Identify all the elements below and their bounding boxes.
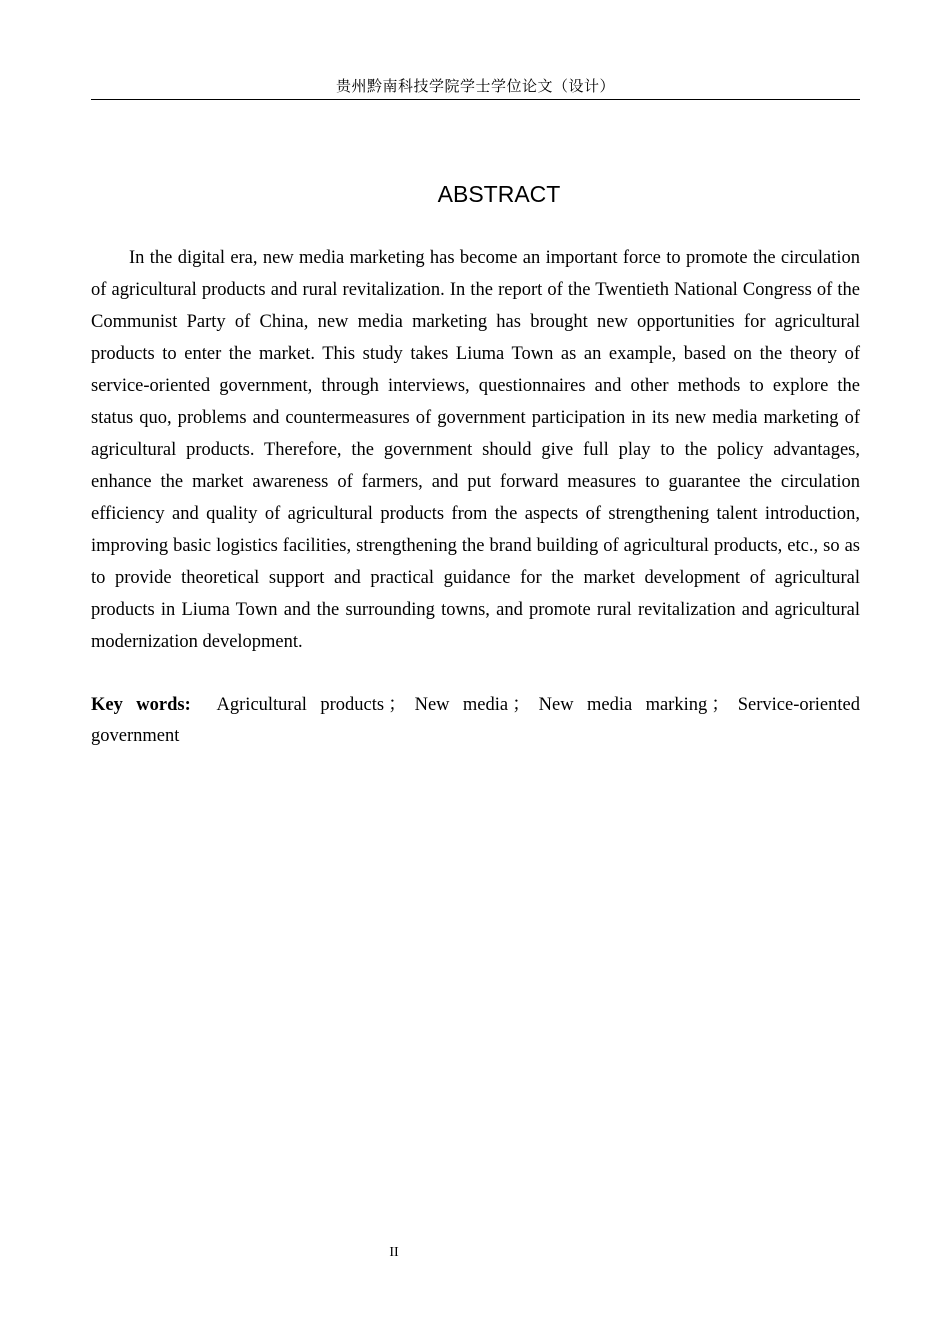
page-number: II <box>389 1245 399 1260</box>
running-header: 贵州黔南科技学院学士学位论文（设计） <box>335 77 615 95</box>
keyword-separator: ； <box>512 695 531 715</box>
keyword-separator: ； <box>711 695 730 715</box>
keywords-label: Key words: <box>91 695 191 715</box>
keyword-item: Agricultural products <box>216 695 385 715</box>
keyword-item: Service-oriented government <box>91 695 860 746</box>
keywords-paragraph <box>91 690 860 752</box>
abstract-heading: ABSTRACT <box>437 181 561 207</box>
abstract-body: In the digital era, new media marketing has become an important force to promote the circulation of agricultural products and rural revitalization. In the report of the Twentieth National Congress of the Communist Party of China, new media marketing has brought new opportunities for agricultural products to enter the market. This study takes Liuma Town as an example, based on the theory of service-oriented government, through interviews, questionnaires and other methods to explore the status quo, problems and countermeasures of government participation in its new media marketing of agricultural products. Therefore, the government should give full play to the policy advantages, enhance the market awareness of farmers, and put forward measures to guarantee the circulation efficiency and quality of agricultural products from the aspects of strengthening talent introduction, improving basic logistics facilities, strengthening the brand building of agricultural products, etc., so as to provide theoretical support and practical guidance for the market development of agricultural products in Liuma Town and the surrounding towns, and promote rural revitalization and agricultural modernization development. <box>91 248 860 652</box>
keyword-item: New media <box>414 695 509 715</box>
keyword-item: New media marking <box>538 695 708 715</box>
keyword-separator: ； <box>388 695 407 715</box>
header-divider <box>91 99 860 100</box>
